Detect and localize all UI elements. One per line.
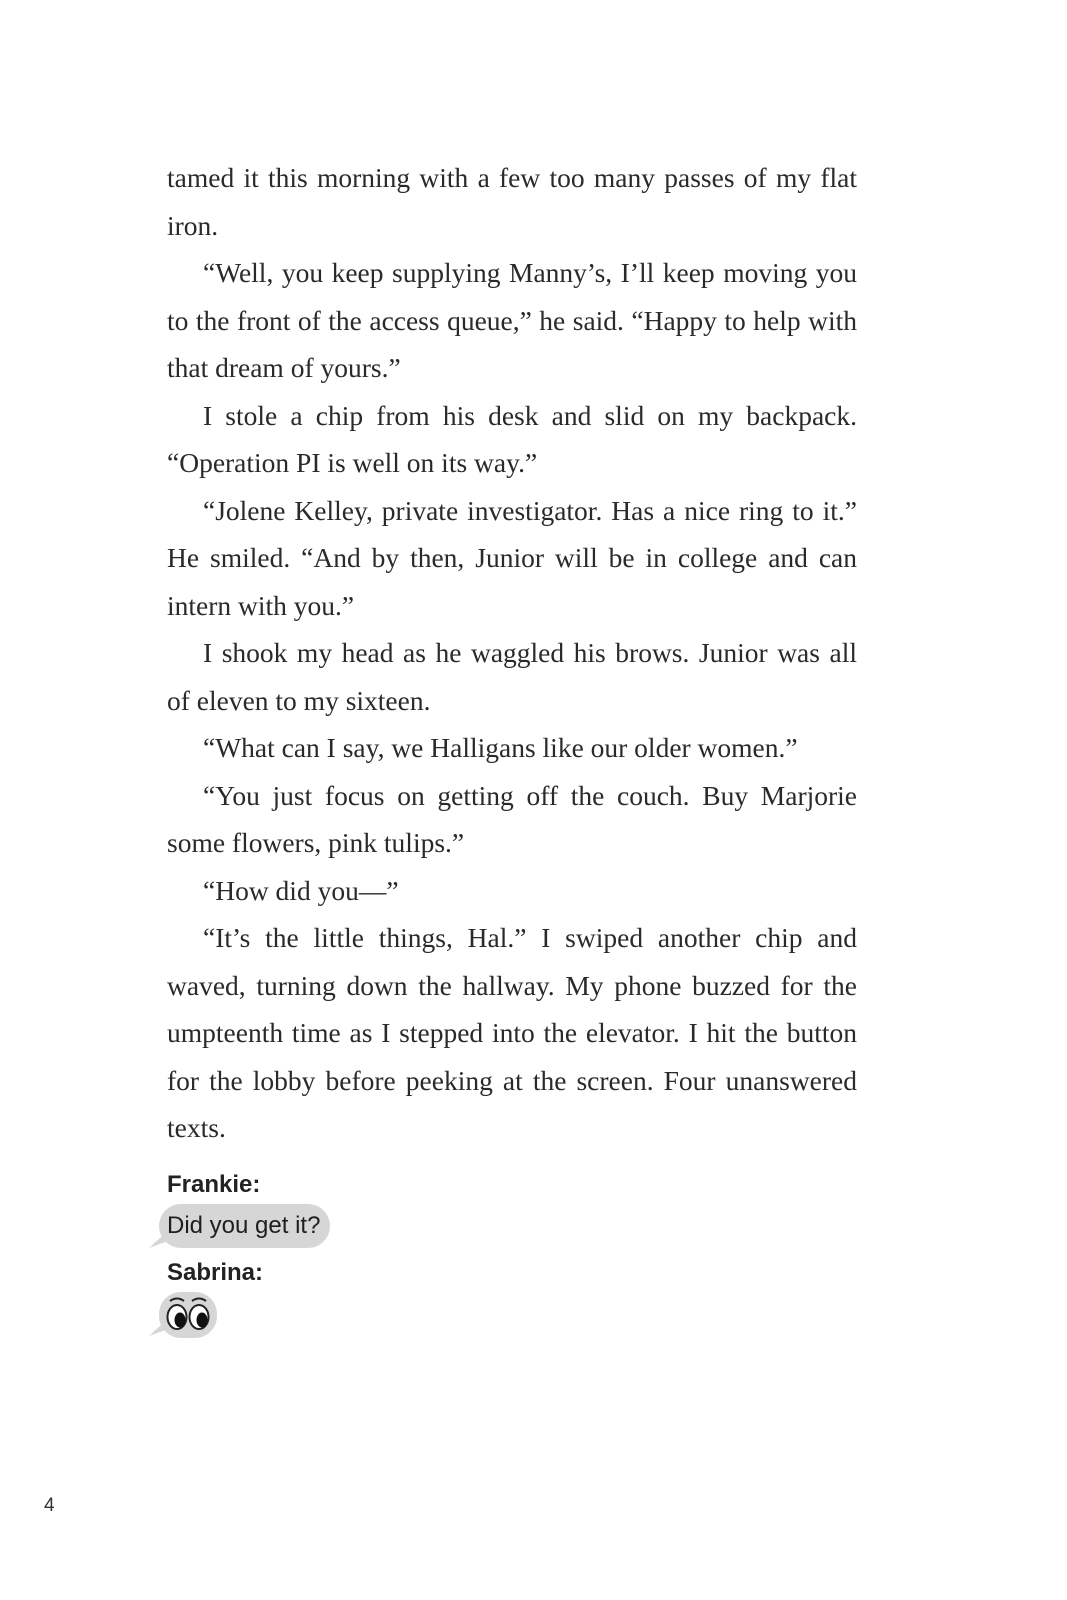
- message-text: Did you get it?: [159, 1204, 330, 1248]
- emoji-bubble: [159, 1292, 217, 1338]
- page-number: 4: [44, 1495, 55, 1516]
- message-sender: Sabrina:: [167, 1259, 264, 1286]
- paragraph: “You just focus on getting off the couch. Buy Marjorie some flowers, pink tulips.”: [167, 779, 857, 858]
- paragraph: “How did you—”: [203, 874, 399, 906]
- paragraph: “Well, you keep supplying Manny’s, I’ll keep moving you to the front of the access queue,” he said. “Happy to help with that dream of yours.”: [167, 257, 857, 383]
- paragraph: “It’s the little things, Hal.” I swiped another chip and waved, turning down the hallway. My phone buzzed for the umpteenth time as I stepped into the elevator. I hit the button for the lobby before peeking at the screen. Four unanswered texts.: [167, 922, 857, 1143]
- paragraph: I stole a chip from his desk and slid on my backpack. “Operation PI is well on its way.”: [167, 399, 857, 478]
- text-message-thread: [167, 1168, 767, 1344]
- message-sender: Frankie:: [167, 1171, 261, 1198]
- body-text: [167, 154, 857, 1152]
- message-bubble: [167, 1292, 767, 1338]
- paragraph: I shook my head as he waggled his brows. Junior was all of eleven to my sixteen.: [167, 637, 857, 716]
- message-bubble: [167, 1204, 767, 1250]
- eyes-emoji-icon: [165, 1296, 211, 1334]
- paragraph: “Jolene Kelley, private investigator. Has a nice ring to it.” He smiled. “And by then, Junior will be in college and can intern with you.”: [167, 494, 857, 621]
- paragraph: “What can I say, we Halligans like our older women.”: [203, 732, 798, 763]
- paragraph: tamed it this morning with a few too many passes of my flat iron.: [167, 162, 857, 241]
